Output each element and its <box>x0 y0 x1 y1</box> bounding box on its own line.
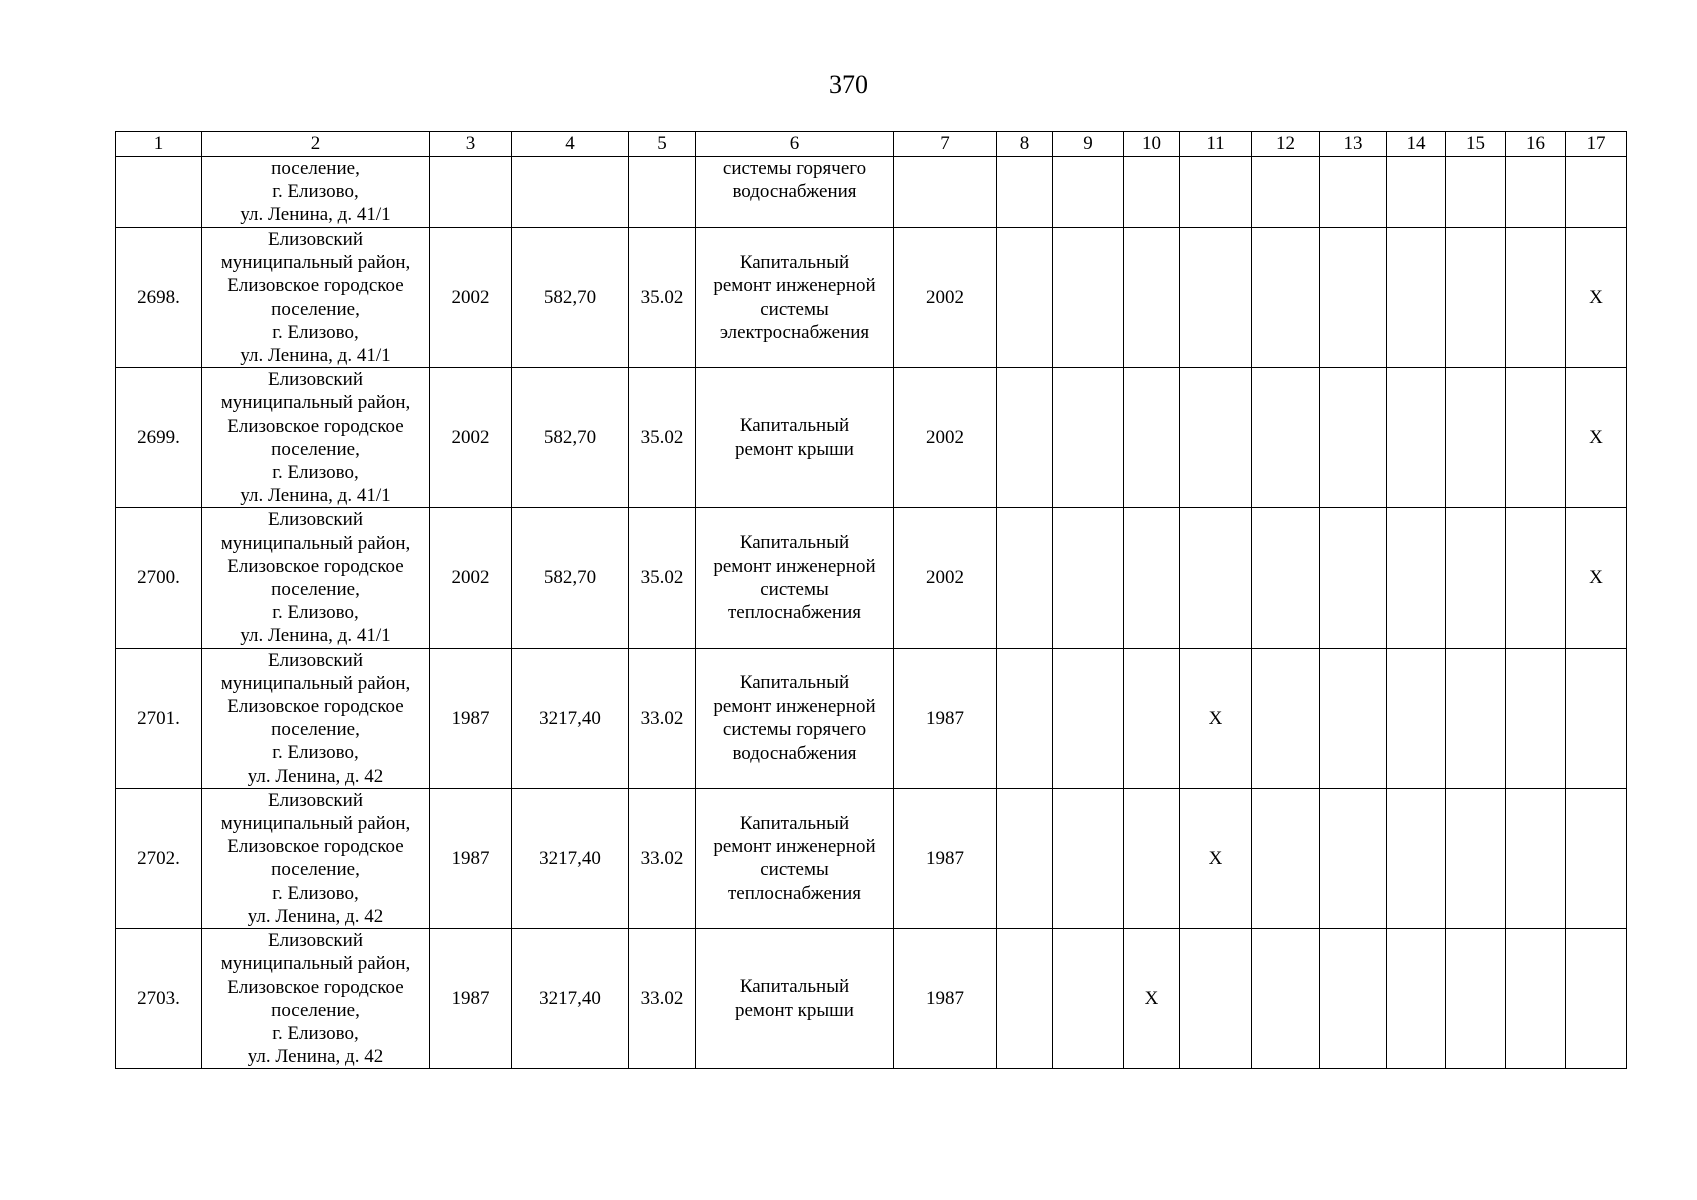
address-line: Елизовское городское <box>227 696 404 718</box>
cell-mark <box>1124 228 1180 368</box>
address-line: Елизовский <box>267 229 363 250</box>
column-header-14: 14 <box>1387 132 1446 157</box>
cell-mark <box>1124 157 1180 228</box>
header-row <box>116 132 1627 157</box>
cell-mark <box>1387 368 1446 508</box>
cell-area <box>512 157 629 228</box>
work-line: Капитальный <box>739 532 850 554</box>
work-line: водоснабжения <box>732 181 857 203</box>
cell-mark <box>1387 508 1446 648</box>
cell-address <box>202 157 430 228</box>
work-line: ремонт инженерной <box>713 555 876 577</box>
cell-mark <box>1124 648 1180 788</box>
cell-num: 2703. <box>116 929 202 1069</box>
cell-num: 2698. <box>116 228 202 368</box>
work-line: теплоснабжения <box>728 602 861 624</box>
cell-mark <box>1124 508 1180 648</box>
cell-mark <box>1180 929 1252 1069</box>
cell-year2: 2002 <box>894 508 997 648</box>
cell-address <box>202 788 430 928</box>
cell-num <box>116 157 202 228</box>
cell-mark <box>1506 157 1566 228</box>
table-row <box>116 929 1627 1069</box>
cell-mark: X <box>1180 648 1252 788</box>
work-line: системы <box>760 298 829 320</box>
cell-address <box>202 648 430 788</box>
column-header-4: 4 <box>512 132 629 157</box>
address-line: Елизовское городское <box>227 415 404 437</box>
address-line: г. Елизово, <box>272 321 359 343</box>
address-line: Елизовский <box>267 930 363 952</box>
cell-mark <box>1446 368 1506 508</box>
address-line: ул. Ленина, д. 41/1 <box>240 485 391 507</box>
cell-mark <box>1566 788 1627 928</box>
cell-mark <box>1506 228 1566 368</box>
work-line: ремонт инженерной <box>713 275 876 297</box>
table-row <box>116 648 1627 788</box>
cell-year2 <box>894 157 997 228</box>
cell-mark <box>1053 929 1124 1069</box>
address-line: поселение, <box>271 579 360 601</box>
cell-wear: 33.02 <box>629 788 696 928</box>
cell-year: 2002 <box>430 508 512 648</box>
address-line: поселение, <box>271 719 360 741</box>
address-line: ул. Ленина, д. 42 <box>247 1046 384 1068</box>
column-header-10: 10 <box>1124 132 1180 157</box>
cell-mark <box>1252 929 1320 1069</box>
cell-mark <box>997 157 1053 228</box>
cell-mark <box>1053 788 1124 928</box>
address-line: Елизовский <box>267 789 363 811</box>
cell-work <box>696 157 894 228</box>
cell-mark: X <box>1566 508 1627 648</box>
address-line: ул. Ленина, д. 41/1 <box>240 625 391 647</box>
cell-num: 2699. <box>116 368 202 508</box>
cell-mark <box>1124 788 1180 928</box>
cell-wear: 35.02 <box>629 508 696 648</box>
cell-wear <box>629 157 696 228</box>
table-row <box>116 228 1627 368</box>
address-line: Елизовский <box>267 369 363 391</box>
address-line: Елизовское городское <box>227 555 404 577</box>
address-line: ул. Ленина, д. 42 <box>247 905 384 927</box>
cell-mark <box>1506 929 1566 1069</box>
column-header-3: 3 <box>430 132 512 157</box>
address-line: г. Елизово, <box>272 602 359 624</box>
cell-num: 2701. <box>116 648 202 788</box>
cell-year <box>430 157 512 228</box>
cell-mark <box>1387 929 1446 1069</box>
cell-mark <box>1252 368 1320 508</box>
cell-mark <box>1252 788 1320 928</box>
column-header-5: 5 <box>629 132 696 157</box>
cell-year2: 1987 <box>894 648 997 788</box>
work-line: электроснабжения <box>719 322 870 344</box>
address-line: муниципальный район, <box>220 532 411 554</box>
cell-mark: X <box>1124 929 1180 1069</box>
cell-year2: 1987 <box>894 788 997 928</box>
cell-area: 3217,40 <box>512 788 629 928</box>
table-row <box>116 788 1627 928</box>
cell-work <box>696 929 894 1069</box>
address-line: Елизовское городское <box>227 836 404 858</box>
cell-mark <box>1506 648 1566 788</box>
cell-mark <box>1446 508 1506 648</box>
cell-mark <box>997 788 1053 928</box>
cell-mark <box>1053 368 1124 508</box>
cell-mark <box>1387 228 1446 368</box>
cell-mark <box>997 508 1053 648</box>
cell-work <box>696 228 894 368</box>
cell-area: 582,70 <box>512 228 629 368</box>
cell-mark <box>997 368 1053 508</box>
table-row <box>116 508 1627 648</box>
cell-work <box>696 508 894 648</box>
cell-mark <box>1320 508 1387 648</box>
cell-wear: 33.02 <box>629 929 696 1069</box>
cell-mark <box>1566 929 1627 1069</box>
cell-mark <box>1252 648 1320 788</box>
cell-mark <box>1387 157 1446 228</box>
page-number: 370 <box>829 70 868 99</box>
cell-mark <box>1566 157 1627 228</box>
address-line: Елизовский <box>267 649 363 671</box>
cell-wear: 35.02 <box>629 368 696 508</box>
cell-num: 2702. <box>116 788 202 928</box>
address-line: поселение, <box>271 999 360 1021</box>
column-header-15: 15 <box>1446 132 1506 157</box>
cell-mark <box>1387 788 1446 928</box>
cell-mark <box>1320 157 1387 228</box>
work-line: Капитальный <box>739 976 850 998</box>
work-line: Капитальный <box>739 251 850 273</box>
address-line: муниципальный район, <box>220 953 411 975</box>
column-header-16: 16 <box>1506 132 1566 157</box>
cell-mark <box>1506 788 1566 928</box>
cell-year: 2002 <box>430 368 512 508</box>
cell-mark <box>1320 929 1387 1069</box>
column-header-6: 6 <box>696 132 894 157</box>
address-line: поселение, <box>271 298 360 320</box>
address-line: г. Елизово, <box>272 882 359 904</box>
cell-address <box>202 508 430 648</box>
cell-mark <box>1180 228 1252 368</box>
cell-mark <box>1566 648 1627 788</box>
address-line: поселение, <box>271 438 360 460</box>
address-line: муниципальный район, <box>220 392 411 414</box>
address-line: Елизовское городское <box>227 275 404 297</box>
work-line: ремонт крыши <box>735 438 854 460</box>
cell-mark <box>1180 508 1252 648</box>
cell-num: 2700. <box>116 508 202 648</box>
address-line: г. Елизово, <box>272 1022 359 1044</box>
cell-year: 2002 <box>430 228 512 368</box>
cell-address <box>202 228 430 368</box>
column-header-2: 2 <box>202 132 430 157</box>
cell-wear: 33.02 <box>629 648 696 788</box>
work-line: системы <box>760 859 829 881</box>
cell-mark <box>1446 228 1506 368</box>
cell-mark <box>1446 648 1506 788</box>
cell-mark <box>1446 929 1506 1069</box>
address-line: Елизовский <box>267 509 363 531</box>
work-line: Капитальный <box>739 672 850 694</box>
cell-mark <box>997 929 1053 1069</box>
cell-area: 3217,40 <box>512 648 629 788</box>
cell-work <box>696 368 894 508</box>
work-line: системы горячего <box>722 719 867 741</box>
column-header-11: 11 <box>1180 132 1252 157</box>
address-line: муниципальный район, <box>220 252 411 274</box>
cell-mark <box>1446 157 1506 228</box>
cell-mark <box>1180 368 1252 508</box>
work-line: Капитальный <box>739 415 850 437</box>
cell-year2: 2002 <box>894 368 997 508</box>
cell-mark <box>1446 788 1506 928</box>
address-line: муниципальный район, <box>220 813 411 835</box>
cell-mark <box>1252 157 1320 228</box>
work-line: теплоснабжения <box>728 882 861 904</box>
address-line: поселение, <box>271 158 360 179</box>
cell-mark <box>1320 368 1387 508</box>
work-line: ремонт крыши <box>735 999 854 1021</box>
column-header-13: 13 <box>1320 132 1387 157</box>
cell-mark <box>1053 228 1124 368</box>
work-line: водоснабжения <box>732 742 857 764</box>
cell-mark: X <box>1566 228 1627 368</box>
work-line: системы горячего <box>722 158 867 179</box>
cell-year: 1987 <box>430 648 512 788</box>
address-line: г. Елизово, <box>272 462 359 484</box>
cell-mark: X <box>1566 368 1627 508</box>
address-line: поселение, <box>271 859 360 881</box>
cell-mark <box>1320 648 1387 788</box>
work-line: Капитальный <box>739 812 850 834</box>
column-header-7: 7 <box>894 132 997 157</box>
cell-mark <box>1320 788 1387 928</box>
address-line: ул. Ленина, д. 41/1 <box>240 204 391 226</box>
address-line: ул. Ленина, д. 42 <box>247 765 384 787</box>
cell-address <box>202 368 430 508</box>
work-line: системы <box>760 579 829 601</box>
cell-year2: 2002 <box>894 228 997 368</box>
column-header-1: 1 <box>116 132 202 157</box>
cell-mark <box>1053 508 1124 648</box>
cell-mark <box>1506 508 1566 648</box>
cell-wear: 35.02 <box>629 228 696 368</box>
continuation-row <box>116 157 1627 228</box>
table-body <box>116 157 1627 1069</box>
cell-mark <box>1180 157 1252 228</box>
cell-work <box>696 648 894 788</box>
cell-mark <box>1252 508 1320 648</box>
cell-area: 3217,40 <box>512 929 629 1069</box>
cell-mark <box>997 648 1053 788</box>
cell-mark <box>1320 228 1387 368</box>
column-header-17: 17 <box>1566 132 1627 157</box>
work-line: ремонт инженерной <box>713 836 876 858</box>
cell-mark <box>1387 648 1446 788</box>
cell-area: 582,70 <box>512 508 629 648</box>
cell-mark <box>1053 157 1124 228</box>
address-line: муниципальный район, <box>220 672 411 694</box>
cell-mark <box>1124 368 1180 508</box>
address-line: г. Елизово, <box>272 181 359 203</box>
cell-year: 1987 <box>430 929 512 1069</box>
cell-mark <box>1252 228 1320 368</box>
table-row <box>116 368 1627 508</box>
cell-work <box>696 788 894 928</box>
column-header-12: 12 <box>1252 132 1320 157</box>
address-line: г. Елизово, <box>272 742 359 764</box>
cell-mark: X <box>1180 788 1252 928</box>
cell-area: 582,70 <box>512 368 629 508</box>
cell-year: 1987 <box>430 788 512 928</box>
cell-mark <box>1506 368 1566 508</box>
cell-mark <box>1053 648 1124 788</box>
register-table <box>115 131 1627 1069</box>
cell-mark <box>997 228 1053 368</box>
work-line: ремонт инженерной <box>713 695 876 717</box>
column-header-8: 8 <box>997 132 1053 157</box>
cell-address <box>202 929 430 1069</box>
cell-year2: 1987 <box>894 929 997 1069</box>
address-line: ул. Ленина, д. 41/1 <box>240 345 391 367</box>
address-line: Елизовское городское <box>227 976 404 998</box>
column-header-9: 9 <box>1053 132 1124 157</box>
